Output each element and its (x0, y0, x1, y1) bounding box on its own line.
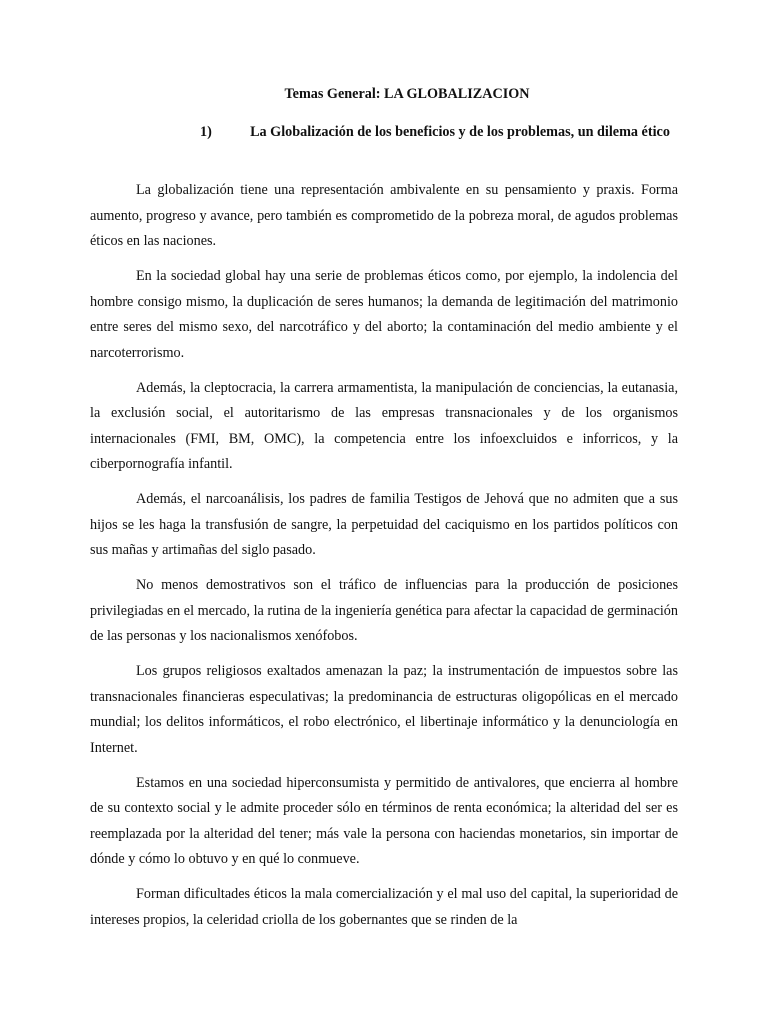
section-heading-text: La Globalización de los beneficios y de los problemas, un dilema ético (250, 124, 670, 140)
paragraph: Forman dificultades éticos la mala comercialización y el mal uso del capital, la superioridad de intereses propios, la celeridad criolla de los gobernantes que se rinden de la (90, 886, 678, 928)
document-title: Temas General: LA GLOBALIZACION (284, 86, 530, 102)
paragraph: Además, el narcoanálisis, los padres de familia Testigos de Jehová que no admiten que a sus hijos se les haga la transfusión de sangre, la perpetuidad del caciquismo en los partidos políticos con sus mañas y artimañas del siglo pasado. (90, 491, 678, 558)
paragraph: Además, la cleptocracia, la carrera armamentista, la manipulación de conciencias, la eutanasia, la exclusión social, el autoritarismo de las empresas transnacionales y de los organismos internacionales (FMI, BM, OMC), la competencia entre los infoexcluidos e inforricos, y la ciberpornografía infantil. (90, 379, 678, 472)
paragraph: En la sociedad global hay una serie de problemas éticos como, por ejemplo, la indolencia del hombre consigo mismo, la duplicación de seres humanos; la demanda de legitimación del matrimonio entre seres del mismo sexo, del narcotráfico y del aborto; la contaminación del medio ambiente y el narcoterrorismo. (90, 268, 678, 361)
paragraph: La globalización tiene una representación ambivalente en su pensamiento y praxis. Forma aumento, progreso y avance, pero también es comprometido de la pobreza moral, de agudos problemas éticos en las naciones. (90, 182, 678, 249)
section-number: 1) (200, 124, 212, 140)
paragraph: No menos demostrativos son el tráfico de influencias para la producción de posiciones privilegiadas en el mercado, la rutina de la ingeniería genética para afectar la capacidad de germinación de las personas y los nacionalismos xenófobos. (90, 577, 678, 644)
paragraph: Los grupos religiosos exaltados amenazan la paz; la instrumentación de impuestos sobre las transnacionales financieras especulativas; la predominancia de estructuras oligopólicas en el mercado mundial; los delitos informáticos, el robo electrónico, el libertinaje informático y la denunciología en Internet. (90, 663, 678, 756)
paragraph: Estamos en una sociedad hiperconsumista y permitido de antivalores, que encierra al hombre de su contexto social y le admite proceder sólo en términos de renta económica; la alteridad del ser es reemplazada por la alteridad del tener; más vale la persona con haciendas monetarios, sin importar de dónde y cómo lo obtuvo y en qué lo conmueve. (90, 774, 678, 867)
section-heading (200, 120, 680, 145)
document-body (90, 178, 678, 943)
